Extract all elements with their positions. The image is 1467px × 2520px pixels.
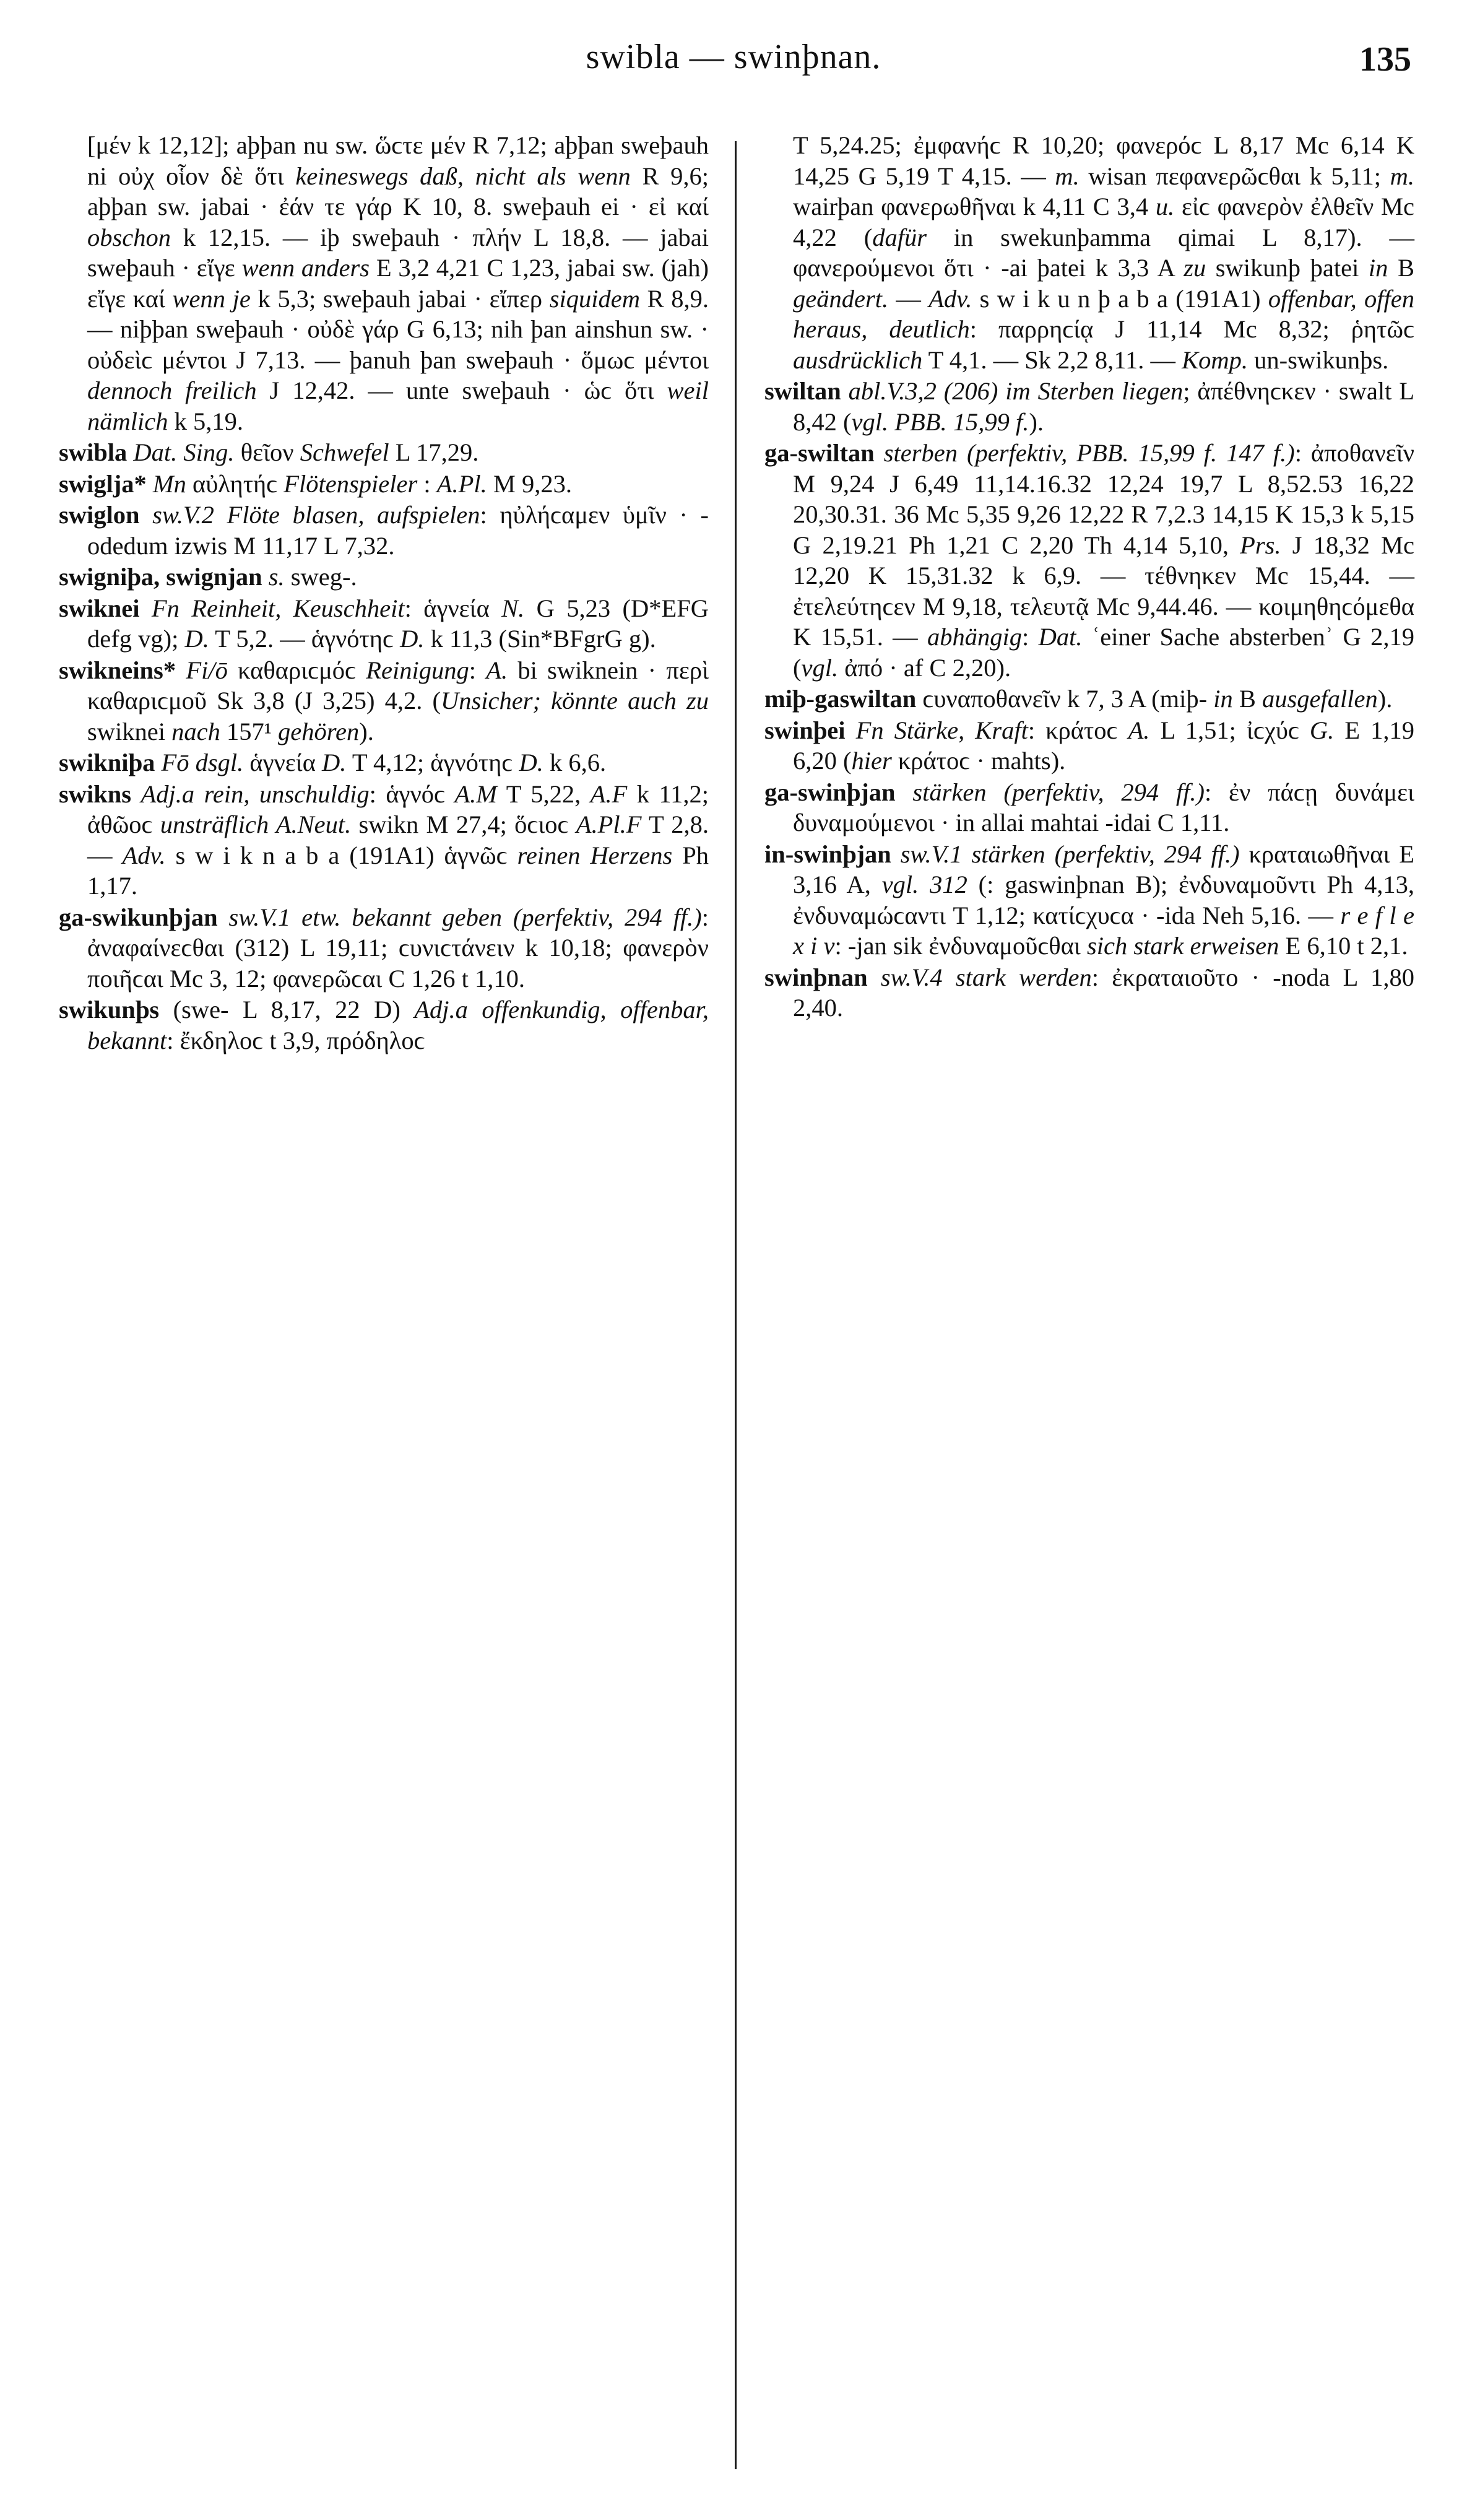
entry-continuation: [μέν k 12,12]; aþþan nu sw. ὥϲτε μέν R 7,12; aþþan sweþauh ni οὐχ οἷον δὲ ὅτι keineswegs daß, nicht als wenn R 9,6; aþþan sw. jabai · ἐάν τε γάρ K 10, 8. sweþauh ei · εἰ καί obschon k 12,15. — iþ sweþauh · πλήν L 18,8. — jabai sweþauh · εἴγε wenn anders E 3,2 4,21 C 1,23, jabai sw. (jah) εἴγε καί wenn je k 5,3; sweþauh jabai · εἴπερ siquidem R 8,9. — niþþan sweþauh · οὐδὲ γάρ G 6,13; nih þan ainshun sw. · οὐδεὶϲ μέντοι J 7,13. — þanuh þan sweþauh · ὅμωϲ μέντοι dennoch freilich J 12,42. — unte sweþauh · ὡϲ ὅτι weil nämlich k 5,19. — [87, 131, 709, 435]
dictionary-entry: swiglja* Mn αὐλητήϲ Flötenspieler : A.Pl. M 9,23. — [59, 469, 573, 498]
dictionary-entry: swinþei Fn Stärke, Kraft: κράτοϲ A. L 1,51; ἰϲχύϲ G. E 1,19 6,20 (hier κράτοϲ · mahts). — [764, 716, 1415, 775]
dictionary-entry: swikniþa Fō dsgl. ἁγνεία D. T 4,12; ἁγνότηϲ D. k 6,6. — [59, 749, 607, 776]
running-head: swibla — swinþnan. — [586, 38, 881, 76]
dictionary-entry: swiltan abl.V.3,2 (206) im Sterben liegen; ἀπέθνηϲκεν · swalt L 8,42 (vgl. PBB. 15,99 f.). — [764, 377, 1414, 436]
dictionary-entry: swikns Adj.a rein, unschuldig: ἁγνόϲ A.M T 5,22, A.F k 11,2; ἀθῶοϲ unsträflich A.Neut. swikn M 27,4; ὅϲιοϲ A.Pl.F T 2,8. — Adv. s w i k n a b a (191A1) ἁγνῶϲ reinen Herzens Ph 1,17. — [59, 780, 709, 900]
dictionary-entry: swinþnan sw.V.4 stark werden: ἐκραταιοῦτο · -noda L 1,80 2,40. — [764, 963, 1414, 1022]
body-columns — [59, 130, 1414, 2477]
dictionary-entry: swikneins* Fi/ō καθαριϲμόϲ Reinigung: A. bi swiknein · περὶ καθαριϲμοῦ Sk 3,8 (J 3,25) 4,2. (Unsicher; könnte auch zu swiknei nach 157¹ gehören). — [59, 656, 709, 745]
dictionary-entry: in-swinþjan sw.V.1 stärken (perfektiv, 294 ff.) κραταιωθῆναι E 3,16 A, vgl. 312 (: gaswinþnan B); ἐνδυναμοῦντι Ph 4,13, ἐνδυναμώϲαντι T 1,12; κατίϲχυϲα · -ida Neh 5,16. — r e f l e x i v: -jan sik ἐνδυναμοῦϲθαι sich stark erweisen E 6,10 t 2,1. — [764, 840, 1415, 960]
dictionary-entry: ga-swinþjan stärken (perfektiv, 294 ff.): ἐν πάϲῃ δυνάμει δυναμούμενοι · in allai mahtai -idai C 1,11. — [764, 778, 1415, 836]
right-column — [764, 130, 1414, 2477]
page-header — [0, 37, 1467, 93]
column-divider — [735, 141, 737, 2469]
page-number: 135 — [1359, 40, 1411, 79]
dictionary-entry: ga-swikunþjan sw.V.1 etw. bekannt geben (perfektiv, 294 ff.): ἀναφαίνεϲθαι (312) L 19,11; ϲυνιϲτάνειν k 10,18; φανερὸν ποιῆϲαι Mc 3, 12; φανερῶϲαι C 1,26 t 1,10. — [59, 903, 709, 993]
dictionary-entry: miþ-gaswiltan ϲυναποθανεῖν k 7, 3 A (miþ- in B ausgefallen). — [764, 685, 1393, 713]
dictionary-entry: swikunþs (swe- L 8,17, 22 D) Adj.a offenkundig, offenbar, bekannt: ἔκδηλοϲ t 3,9, πρόδηλοϲ — [59, 996, 709, 1054]
dictionary-entry: swiknei Fn Reinheit, Keuschheit: ἁγνεία N. G 5,23 (D*EFG defg vg); D. T 5,2. — ἁγνότηϲ D. k 11,3 (Sin*BFgrG g). — [59, 594, 709, 653]
dictionary-entry: ga-swiltan sterben (perfektiv, PBB. 15,99 f. 147 f.): ἀποθανεῖν M 9,24 J 6,49 11,14.16.32 12,24 19,7 L 8,52.53 16,22 20,30.31. 36 Mc 5,35 9,26 12,22 R 7,2.3 14,15 K 15,3 k 5,15 G 2,19.21 Ph 1,21 C 2,20 Th 4,14 5,10, Prs. J 18,32 Mc 12,20 K 15,31.32 k 6,9. — τέθνηκεν Mc 15,44. — ἐτελεύτηϲεν M 9,18, τελευτᾷ Mc 9,44.46. — κοιμηθηϲόμεθα K 15,51. — abhängig: Dat. ʿeiner Sache absterbenʾ G 2,19 (vgl. ἀπό · af C 2,20). — [764, 439, 1414, 682]
left-column — [59, 130, 709, 2477]
dictionary-entry: swibla Dat. Sing. θεῖον Schwefel L 17,29. — [59, 438, 479, 466]
entry-continuation: T 5,24.25; ἐμφανήϲ R 10,20; φανερόϲ L 8,17 Mc 6,14 K 14,25 G 5,19 T 4,15. — m. wisan πεφανερῶϲθαι k 5,11; m. wairþan φανερωθῆναι k 4,11 C 3,4 u. εἰϲ φανερὸν ἐλθεῖν Mc 4,22 (dafür in swekunþamma qimai L 8,17). — φανερούμενοι ὅτι · -ai þatei k 3,3 A zu swikunþ þatei in B geändert. — Adv. s w i k u n þ a b a (191A1) offenbar, offen heraus, deutlich: παρρηϲίᾳ J 11,14 Mc 8,32; ῥητῶϲ ausdrücklich T 4,1. — Sk 2,2 8,11. — Komp. un-swikunþs. — [793, 131, 1415, 374]
dictionary-entry: swiglon sw.V.2 Flöte blasen, aufspielen: ηὐλήϲαμεν ὑμῖν · -odedum izwis M 11,17 L 7,32. — [59, 501, 709, 560]
dictionary-entry: swigniþa, swignjan s. sweg-. — [59, 563, 357, 591]
